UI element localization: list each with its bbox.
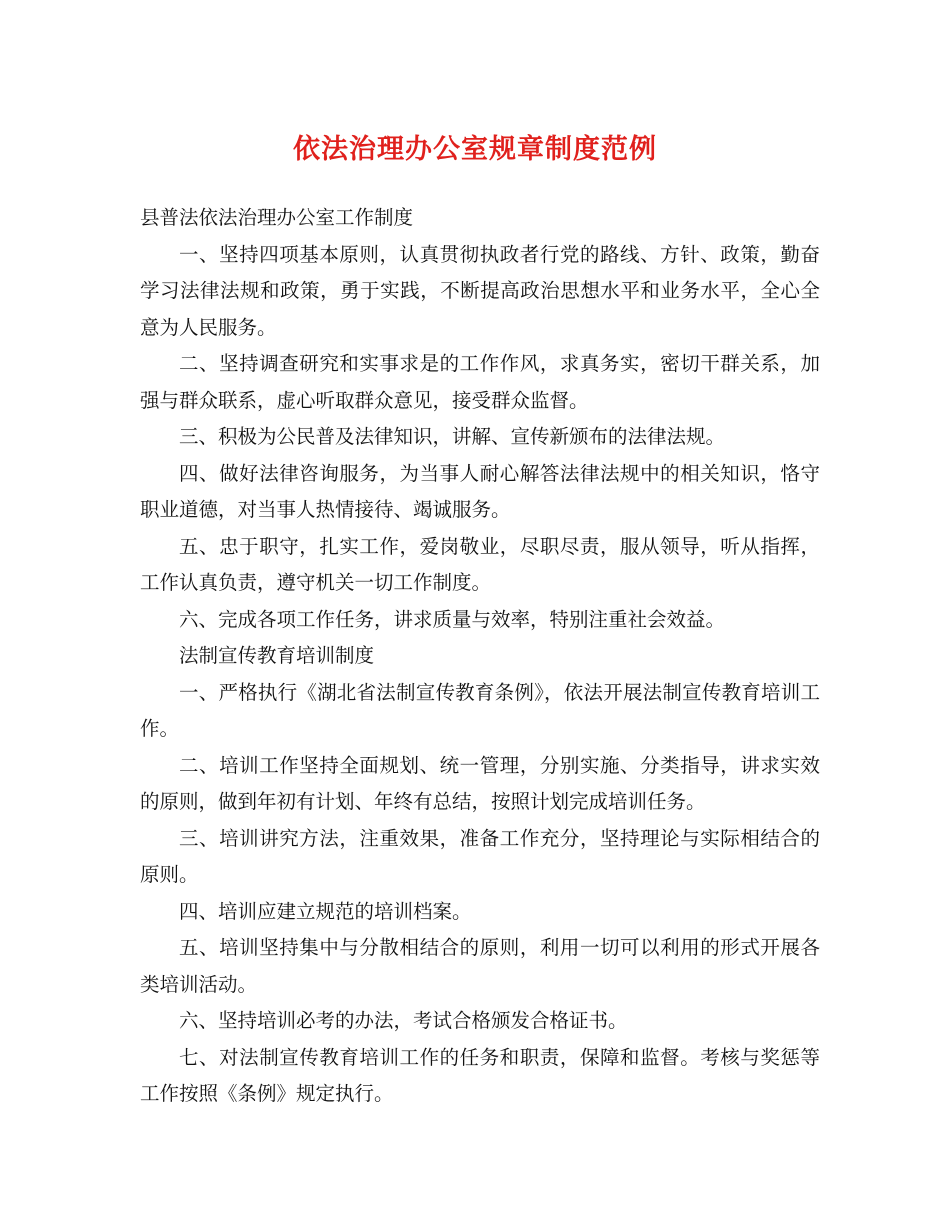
section-heading-office-rules: 县普法依法治理办公室工作制度 [140,206,414,229]
document-body [140,200,820,1113]
paragraph: 一、严格执行《湖北省法制宣传教育条例》，依法开展法制宣传教育培训工作。 [140,680,820,740]
paragraph: 六、坚持培训必考的办法，考试合格颁发合格证书。 [179,1009,628,1032]
document-title: 依法治理办公室规章制度范例 [293,134,657,165]
paragraph: 五、忠于职守，扎实工作，爱岗敬业，尽职尽责，服从领导，听从指挥，工作认真负责，遵守机关一切工作制度。 [140,534,820,594]
paragraph: 四、做好法律咨询服务，为当事人耐心解答法律法规中的相关知识，恪守职业道德，对当事人热情接待、竭诚服务。 [140,461,820,521]
paragraph: 二、培训工作坚持全面规划、统一管理，分别实施、分类指导，讲求实效的原则，做到年初有计划、年终有总结，按照计划完成培训任务。 [140,753,820,813]
paragraph: 二、坚持调查研究和实事求是的工作作风，求真务实，密切干群关系，加强与群众联系，虚心听取群众意见，接受群众监督。 [140,352,820,412]
paragraph: 一、坚持四项基本原则，认真贯彻执政者行党的路线、方针、政策，勤奋学习法律法规和政策，勇于实践，不断提高政治思想水平和业务水平，全心全意为人民服务。 [140,242,820,339]
paragraph: 六、完成各项工作任务，讲求质量与效率，特别注重社会效益。 [179,607,726,631]
section-heading-training-rules: 法制宣传教育培训制度 [179,644,375,667]
paragraph: 七、对法制宣传教育培训工作的任务和职责，保障和监督。考核与奖惩等工作按照《条例》规定执行。 [140,1045,820,1105]
paragraph: 四、培训应建立规范的培训档案。 [179,899,472,923]
paragraph: 三、积极为公民普及法律知识，讲解、宣传新颁布的法律法规。 [179,425,726,448]
paragraph: 三、培训讲究方法，注重效果，准备工作充分，坚持理论与实际相结合的原则。 [140,826,820,886]
paragraph: 五、培训坚持集中与分散相结合的原则，利用一切可以利用的形式开展各类培训活动。 [140,936,820,996]
